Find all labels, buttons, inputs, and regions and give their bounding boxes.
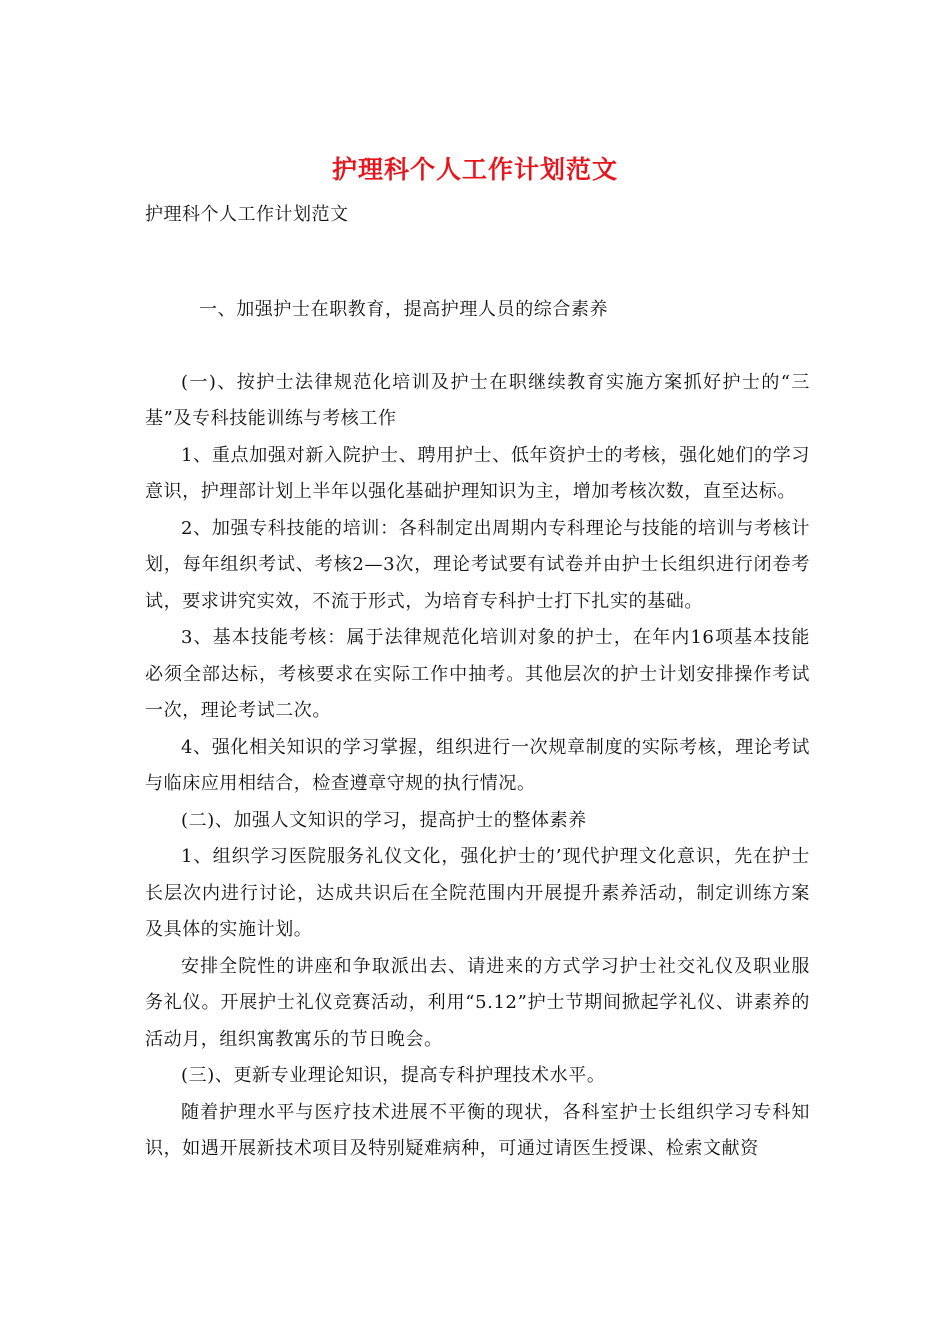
- paragraph: 随着护理水平与医疗技术进展不平衡的现状，各科室护士长组织学习专科知识，如遇开展新技术项目及特别疑难病种，可通过请医生授课、检索文献资: [145, 1101, 810, 1159]
- section-heading: 一、加强护士在职教育，提高护理人员的综合素养: [199, 299, 609, 320]
- subsection-heading: (二)、加强人文知识的学习，提高护士的整体素养: [181, 809, 587, 831]
- paragraph: 3、基本技能考核：属于法律规范化培训对象的护士，在年内16项基本技能必须全部达标，考核要求在实际工作中抽考。其他层次的护士计划安排操作考试一次，理论考试二次。: [145, 627, 810, 721]
- paragraph: 安排全院性的讲座和争取派出去、请进来的方式学习护士社交礼仪及职业服务礼仪。开展护士礼仪竞赛活动，利用“5.12”护士节期间掀起学礼仪、讲素养的活动月，组织寓教寓乐的节日晚会。: [145, 955, 810, 1050]
- document-title: 护理科个人工作计划范文: [331, 155, 618, 184]
- subsection-heading: (一)、按护士法律规范化培训及护士在职继续教育实施方案抓好护士的“三基”及专科技能训练与考核工作: [145, 371, 810, 429]
- paragraph: 2、加强专科技能的培训：各科制定出周期内专科理论与技能的培训与考核计划，每年组织考试、考核2—3次，理论考试要有试卷并由护士长组织进行闭卷考试，要求讲究实效，不流于形式，为培育专科护士打下扎实的基础。: [145, 517, 810, 612]
- document-body: [145, 292, 810, 1168]
- paragraph: 1、组织学习医院服务礼仪文化，强化护士的’现代护理文化意识，先在护士长层次内进行讨论，达成共识后在全院范围内开展提升素养活动，制定训练方案及具体的实施计划。: [145, 846, 810, 940]
- paragraph: 1、重点加强对新入院护士、聘用护士、低年资护士的考核，强化她们的学习意识，护理部计划上半年以强化基础护理知识为主，增加考核次数，直至达标。: [145, 444, 810, 502]
- paragraph: 4、强化相关知识的学习掌握，组织进行一次规章制度的实际考核，理论考试与临床应用相结合，检查遵章守规的执行情况。: [145, 736, 810, 794]
- document-subtitle: 护理科个人工作计划范文: [145, 204, 349, 225]
- subsection-heading: (三)、更新专业理论知识，提高专科护理技术水平。: [181, 1065, 606, 1086]
